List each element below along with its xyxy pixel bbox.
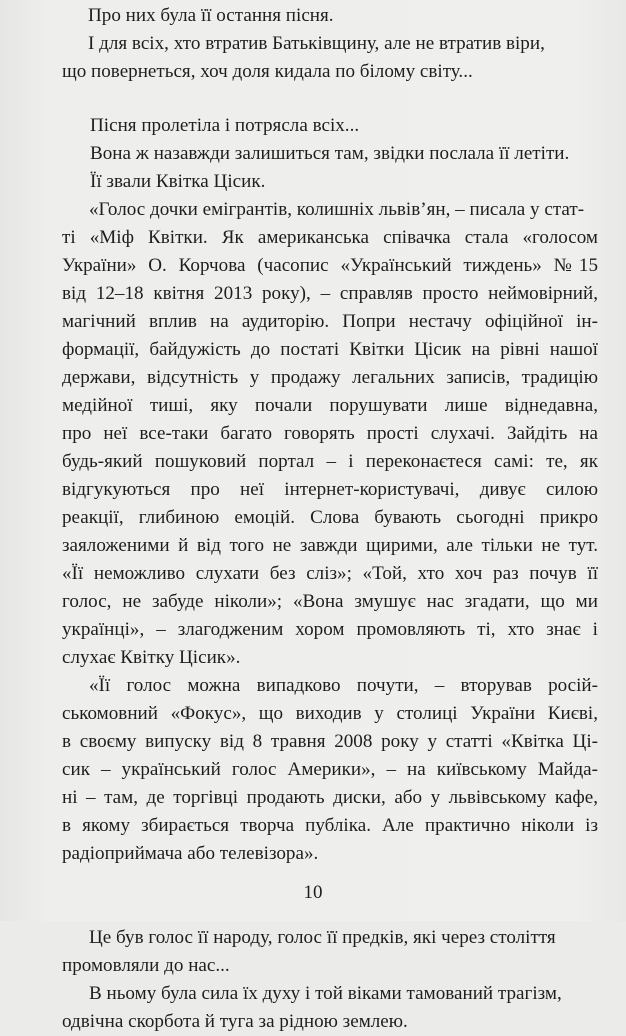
text-line: слухає Квітку Цісик». [62,647,241,668]
text-line: ті «Міф Квітки. Як американська співачка стала «голосом [62,227,598,248]
text-line: українці», – злагодженим хором промовляють ті, хто знає і [62,619,598,640]
page-number: 10 [303,882,323,903]
text-line: «Її голос можна випадково почути, – вторував росій- [89,675,598,696]
text-line: «Голос дочки емігрантів, колишніх львів’ян, – писала у стат- [89,199,585,220]
text-line: України» О. Корчова (часопис «Український тиждень» №15 [62,255,598,276]
text-line: магічний вплив на аудиторію. Попри нестачу офіційної ін- [62,311,598,332]
text-line: Вона ж назавжди залишиться там, звідки послала її летіти. [90,143,570,164]
text-line: ськомовний «Фокус», що виходив у столиці України Києві, [62,703,598,724]
text-line: будь-який пошуковий портал – і переконаєтеся самі: те, як [62,451,598,472]
text-line: держави, відсутність у продажу легальних записів, традицію [62,367,598,388]
text-line: від 12–18 квітня 2013 року), – справляв просто неймовірний, [62,283,598,304]
text-line: радіоприймача або телевізора». [62,843,319,864]
text-line: промовляли до нас... [62,955,230,976]
text-line: Пісня пролетіла і потрясла всіх... [90,115,360,136]
text-line: ні – там, де торгівці продають диски, або у львівському кафе, [62,787,598,808]
text-line: одвічна скорбота й туга за рідною землею. [62,1011,408,1032]
text-line: медійної тиші, яку почали порушувати лише віднедавна, [62,395,598,416]
text-line: Про них була її остання пісня. [88,5,334,26]
text-line: голос, не забуде ніколи»; «Вона змушує нас згадати, що ми [62,591,598,612]
text-line: формації, байдужість до постаті Квітки Цісик на рівні нашої [62,339,598,360]
text-line: сик – український голос Америки», – на київському Майда- [62,759,598,780]
text-line: в своєму випуску від 8 травня 2008 року у статті «Квітка Ці- [62,731,598,752]
text-line: «Її неможливо слухати без сліз»; «Той, хто хоч раз почув її [62,563,598,584]
text-line: про неї все-таки багато говорять прості слухачі. Зайдіть на [62,423,598,444]
text-line: заяложеними й від того не завжди щирими, але тільки не тут. [62,535,598,556]
text-line: І для всіх, хто втратив Батьківщину, але не втратив віри, [88,33,545,54]
text-line: Це був голос її народу, голос її предків, які через століття [89,927,556,948]
text-line: реакції, глибиною емоцій. Слова бувають сьогодні прикро [62,507,598,528]
text-line: В ньому була сила їх духу і той віками тамований трагізм, [89,983,562,1004]
text-line: в якому збирається творча публіка. Але практично ніколи із [62,815,598,836]
text-line: що повернеться, хоч доля кидала по білому світу... [62,61,473,82]
text-line: відгукуються про неї інтернет-користувачі, дивує силою [62,479,598,500]
text-line: Її звали Квітка Цісик. [90,171,266,192]
